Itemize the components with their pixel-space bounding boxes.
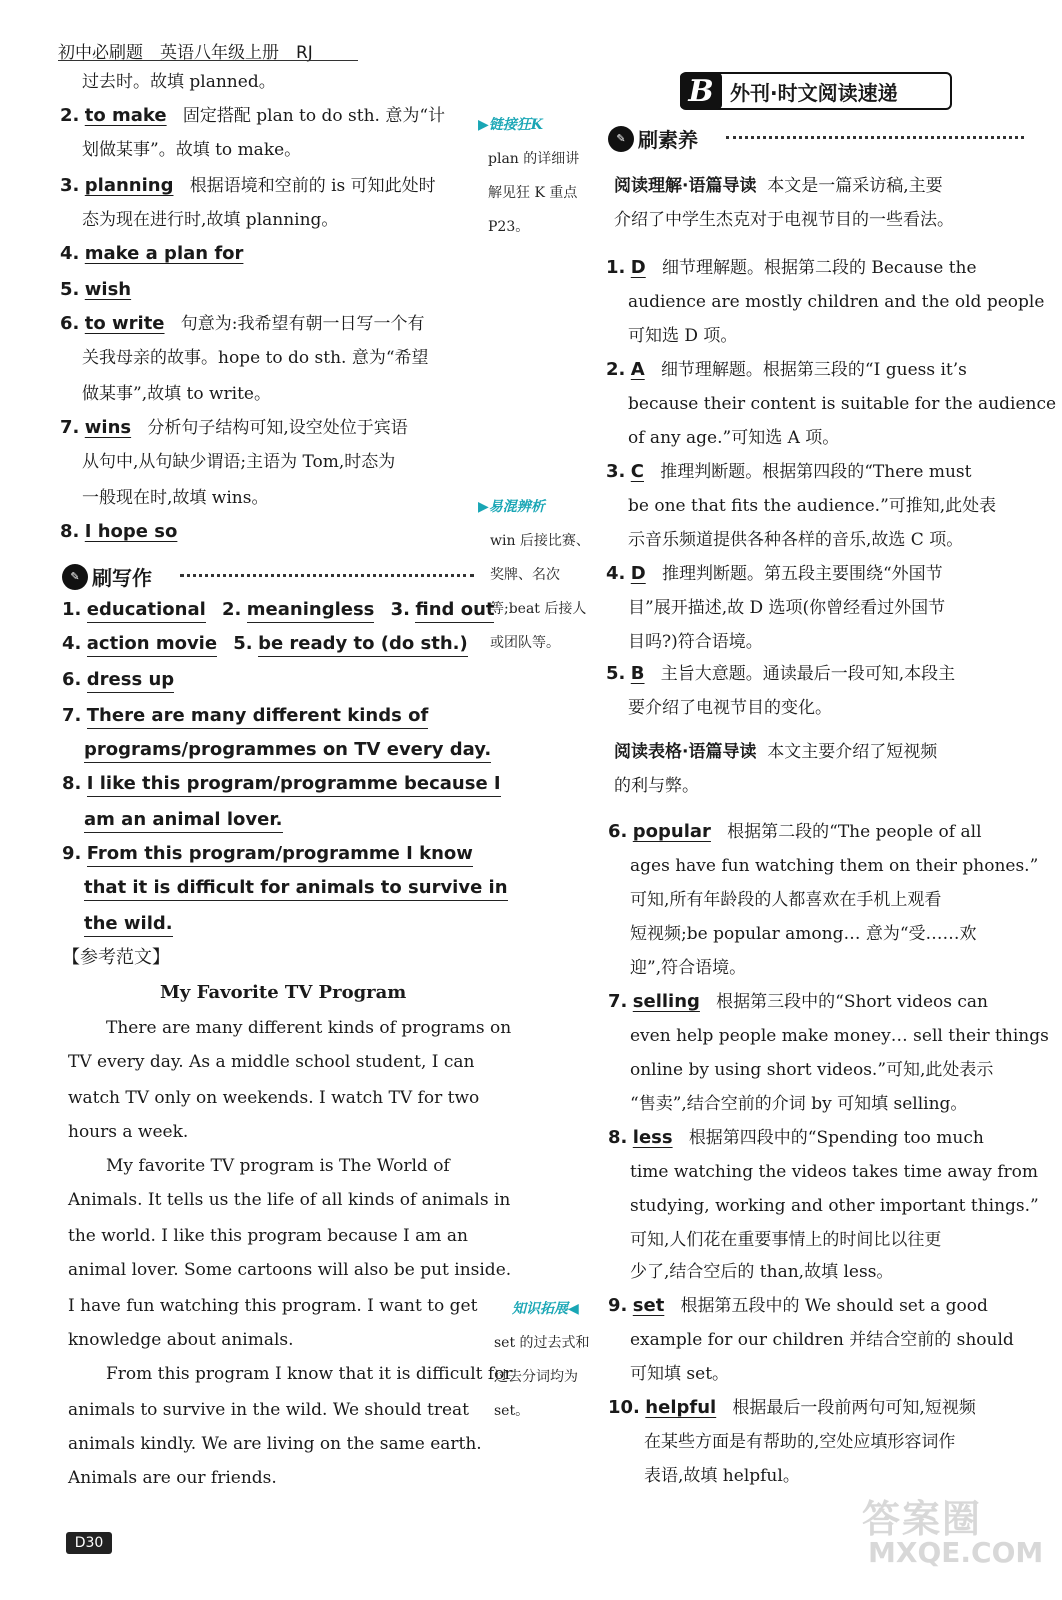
section-write-tag bbox=[62, 562, 152, 591]
answer-text: dress up bbox=[87, 670, 174, 693]
watermark-url: MXQE.COM bbox=[868, 1536, 1044, 1569]
explanation-text: example for our children 并结合空前的 should bbox=[630, 1330, 1014, 1350]
section-b-banner bbox=[680, 72, 952, 110]
explanation-text: 在某些方面是有帮助的,空处应填形容词作 bbox=[644, 1432, 956, 1452]
explanation-text: 根据第四段中的“Spending too much bbox=[688, 1128, 984, 1148]
text-line bbox=[628, 394, 1056, 414]
essay-line: There are many different kinds of programs on bbox=[106, 1018, 512, 1038]
text-line bbox=[606, 564, 943, 584]
explanation-text: 过去时。故填 planned。 bbox=[82, 72, 276, 92]
explanation-text: time watching the videos takes time away from bbox=[630, 1162, 1039, 1182]
item-number: 4. bbox=[60, 243, 80, 264]
text-line bbox=[644, 1466, 800, 1486]
text-line bbox=[606, 462, 971, 482]
essay-line: My favorite TV program is The World of bbox=[106, 1156, 450, 1176]
text-line bbox=[82, 140, 301, 160]
text-line bbox=[608, 1398, 976, 1418]
item-number: 6. bbox=[60, 313, 80, 334]
explanation-text: 根据第二段的“The people of all bbox=[727, 822, 982, 842]
answer-text: find out bbox=[415, 600, 494, 623]
text-line bbox=[606, 360, 967, 380]
item-number: 3. bbox=[606, 461, 626, 482]
item-number: 8. bbox=[60, 521, 80, 542]
text-line bbox=[628, 326, 737, 346]
item-number: 1. bbox=[606, 257, 626, 278]
item-number: 10. bbox=[608, 1397, 640, 1418]
text-line bbox=[82, 72, 276, 92]
answer-text: wish bbox=[84, 279, 132, 300]
text-line bbox=[630, 958, 746, 978]
item-number: 6. bbox=[62, 669, 82, 690]
item-number: 3. bbox=[390, 599, 410, 620]
text-line bbox=[60, 418, 408, 438]
answer-text: There are many different kinds of bbox=[87, 706, 429, 729]
answer-text: meaningless bbox=[247, 600, 375, 623]
explanation-text: 根据第三段中的“Short videos can bbox=[716, 992, 988, 1012]
explanation-text: 主旨大意题。通读最后一段可知,本段主 bbox=[660, 664, 956, 684]
item-number: 6. bbox=[608, 821, 628, 842]
explanation-text: 划做某事”。故填 to make。 bbox=[82, 140, 302, 160]
text-line bbox=[630, 924, 977, 944]
item-number: 2. bbox=[222, 599, 242, 620]
item-number: 7. bbox=[60, 417, 80, 438]
pen-icon: ✎ bbox=[608, 126, 634, 152]
answer-text: I like this program/programme because I bbox=[87, 774, 501, 797]
item-number: 9. bbox=[608, 1295, 628, 1316]
item-number: 7. bbox=[608, 991, 628, 1012]
text-line bbox=[644, 1432, 955, 1452]
intro1-line2: 介绍了中学生杰克对于电视节目的一些看法。 bbox=[614, 210, 954, 230]
answer-text: selling bbox=[632, 991, 700, 1012]
answer-text: the wild. bbox=[84, 914, 173, 937]
explanation-text: 短视频;be popular among… 意为“受……欢 bbox=[630, 924, 977, 944]
section-divider bbox=[180, 574, 474, 577]
text-line bbox=[628, 496, 996, 516]
write-line bbox=[62, 706, 428, 729]
section-divider bbox=[726, 136, 1024, 139]
item-number: 3. bbox=[60, 175, 80, 196]
item-number: 2. bbox=[606, 359, 626, 380]
explanation-text: 可知选 D 项。 bbox=[628, 326, 738, 346]
text-line bbox=[630, 1060, 993, 1080]
text-line bbox=[82, 210, 338, 230]
answer-text: C bbox=[630, 461, 644, 482]
essay-line: animals to survive in the wild. We should treat bbox=[68, 1400, 469, 1420]
text-line bbox=[606, 258, 977, 278]
note-confuse-body: win 后接比赛、奖牌、名次等;beat 后接人或团队等。 bbox=[490, 533, 590, 651]
note-confuse-head: ▶易混辨析 bbox=[478, 499, 545, 515]
explanation-text: 分析句子结构可知,设空处位于宾语 bbox=[147, 418, 408, 438]
page-number: D30 bbox=[66, 1532, 112, 1554]
essay-title: My Favorite TV Program bbox=[160, 982, 407, 1003]
text-line bbox=[60, 176, 436, 196]
text-line bbox=[630, 1026, 1049, 1046]
explanation-text: ages have fun watching them on their phones.” bbox=[630, 856, 1039, 876]
text-line bbox=[630, 1230, 941, 1250]
explanation-text: 表语,故填 helpful。 bbox=[644, 1466, 800, 1486]
answer-text: to make bbox=[84, 105, 167, 126]
essay-line: knowledge about animals. bbox=[68, 1330, 294, 1350]
answer-text: that it is difficult for animals to survive in bbox=[84, 878, 508, 901]
explanation-text: 关我母亲的故事。hope to do sth. 意为“希望 bbox=[82, 348, 429, 368]
text-line bbox=[606, 664, 955, 684]
essay-line: hours a week. bbox=[68, 1122, 189, 1142]
write-line bbox=[84, 810, 283, 833]
explanation-text: 根据第五段中的 We should set a good bbox=[680, 1296, 988, 1316]
answer-text: educational bbox=[87, 600, 206, 623]
explanation-text: 从句中,从句缺少谓语;主语为 Tom,时态为 bbox=[82, 452, 396, 472]
text-line bbox=[630, 1330, 1014, 1350]
write-line bbox=[62, 634, 468, 657]
explanation-text: 目”展开描述,故 D 选项(你曾经看过外国节 bbox=[628, 598, 946, 618]
explanation-text: 可知,所有年龄段的人都喜欢在手机上观看 bbox=[630, 890, 942, 910]
watermark: 答案圈 bbox=[862, 1497, 983, 1541]
text-line bbox=[60, 522, 177, 542]
item-number: 4. bbox=[606, 563, 626, 584]
write-line bbox=[62, 600, 494, 623]
essay-line: animals kindly. We are living on the same earth. bbox=[68, 1434, 482, 1454]
write-line bbox=[62, 844, 473, 867]
text-line bbox=[628, 698, 832, 718]
explanation-text: studying, working and other important things.” bbox=[630, 1196, 1039, 1216]
explanation-text: audience are mostly children and the old people bbox=[628, 292, 1045, 312]
text-line bbox=[608, 822, 982, 842]
note-extend-body: set 的过去式和过去分词均为 set。 bbox=[494, 1335, 590, 1419]
item-number: 8. bbox=[608, 1127, 628, 1148]
reference-label: 【参考范文】 bbox=[62, 947, 170, 968]
answer-text: From this program/programme I know bbox=[87, 844, 473, 867]
section-b-title: 外刊·时文阅读速递 bbox=[730, 80, 898, 105]
section-b-letter: B bbox=[680, 73, 722, 109]
answer-text: set bbox=[632, 1295, 665, 1316]
text-line bbox=[630, 1364, 729, 1384]
answer-text: helpful bbox=[645, 1397, 717, 1418]
running-header: 初中必刷题 英语八年级上册 RJ bbox=[58, 43, 313, 63]
text-line bbox=[60, 280, 131, 300]
section-literacy-tag bbox=[608, 124, 698, 153]
answer-text: be ready to (do sth.) bbox=[258, 634, 468, 657]
explanation-text: 示音乐频道提供各种各样的音乐,故选 C 项。 bbox=[628, 530, 964, 550]
item-number: 8. bbox=[62, 773, 82, 794]
note-link-body: plan 的详细讲解见狂 K 重点 P23。 bbox=[488, 151, 580, 235]
pen-icon: ✎ bbox=[62, 564, 88, 590]
answer-text: B bbox=[630, 663, 645, 684]
answer-text: popular bbox=[632, 821, 711, 842]
item-number: 5. bbox=[233, 633, 253, 654]
text-line bbox=[630, 856, 1038, 876]
explanation-text: 少了,结合空后的 than,故填 less。 bbox=[630, 1262, 894, 1282]
explanation-text: 迎”,符合语境。 bbox=[630, 958, 747, 978]
explanation-text: “售卖”,结合空前的介词 by 可知填 selling。 bbox=[630, 1094, 968, 1114]
intro2-line2: 的利与弊。 bbox=[614, 776, 699, 796]
explanation-text: online by using short videos.”可知,此处表示 bbox=[630, 1060, 994, 1080]
answer-text: D bbox=[630, 563, 646, 584]
essay-line: watch TV only on weekends. I watch TV for two bbox=[68, 1088, 480, 1108]
text-line bbox=[60, 106, 445, 126]
note-extend-head: 知识拓展◀ bbox=[512, 1301, 579, 1317]
note-link-head: ▶链接狂K bbox=[478, 117, 543, 133]
item-number: 7. bbox=[62, 705, 82, 726]
answer-text: D bbox=[630, 257, 646, 278]
explanation-text: 推理判断题。第五段主要围绕“外国节 bbox=[661, 564, 943, 584]
essay-line: I have fun watching this program. I want to get bbox=[68, 1296, 478, 1316]
text-line bbox=[630, 1196, 1039, 1216]
essay-line: Animals. It tells us the life of all kinds of animals in bbox=[68, 1190, 511, 1210]
write-line bbox=[62, 774, 501, 797]
text-line bbox=[82, 452, 395, 472]
explanation-text: 态为现在进行时,故填 planning。 bbox=[82, 210, 339, 230]
text-line bbox=[628, 530, 963, 550]
text-line bbox=[82, 384, 271, 404]
section-write-title: 刷写作 bbox=[92, 566, 152, 590]
header-rule bbox=[58, 60, 358, 61]
item-number: 9. bbox=[62, 843, 82, 864]
explanation-text: 细节理解题。根据第三段的“I guess it’s bbox=[660, 360, 967, 380]
answer-text: less bbox=[632, 1127, 673, 1148]
write-line bbox=[84, 914, 173, 937]
item-number: 4. bbox=[62, 633, 82, 654]
text-line bbox=[82, 348, 429, 368]
explanation-text: 根据语境和空前的 is 可知此处时 bbox=[189, 176, 436, 196]
write-line bbox=[84, 740, 491, 763]
text-line bbox=[628, 428, 839, 448]
text-line bbox=[82, 488, 268, 508]
explanation-text: because their content is suitable for the audience bbox=[628, 394, 1057, 414]
answer-text: planning bbox=[84, 175, 174, 196]
essay-line: From this program I know that it is difficult for bbox=[106, 1364, 513, 1384]
explanation-text: 固定搭配 plan to do sth. 意为“计 bbox=[182, 106, 446, 126]
explanation-text: 推理判断题。根据第四段的“There must bbox=[660, 462, 972, 482]
section-literacy-title: 刷素养 bbox=[638, 128, 698, 152]
item-number: 5. bbox=[606, 663, 626, 684]
write-line bbox=[84, 878, 508, 901]
text-line bbox=[608, 1128, 984, 1148]
explanation-text: 做某事”,故填 to write。 bbox=[82, 384, 271, 404]
answer-text: wins bbox=[84, 417, 132, 438]
intro2-line1: 阅读表格·语篇导读 本文主要介绍了短视频 bbox=[614, 742, 938, 762]
text-line bbox=[608, 1296, 988, 1316]
essay-line: TV every day. As a middle school student, I can bbox=[68, 1052, 475, 1072]
explanation-text: of any age.”可知选 A 项。 bbox=[628, 428, 840, 448]
text-line bbox=[630, 1262, 893, 1282]
text-line bbox=[60, 244, 243, 264]
answer-text: make a plan for bbox=[84, 243, 244, 264]
essay-line: Animals are our friends. bbox=[68, 1468, 277, 1488]
explanation-text: 可知,人们花在重要事情上的时间比以往更 bbox=[630, 1230, 942, 1250]
explanation-text: 句意为:我希望有朝一日写一个有 bbox=[180, 314, 425, 334]
text-line bbox=[628, 632, 763, 652]
text-line bbox=[628, 292, 1044, 312]
explanation-text: 要介绍了电视节目的变化。 bbox=[628, 698, 832, 718]
text-line bbox=[628, 598, 945, 618]
explanation-text: 可知填 set。 bbox=[630, 1364, 730, 1384]
answer-text: action movie bbox=[87, 634, 217, 657]
explanation-text: even help people make money… sell their things bbox=[630, 1026, 1049, 1046]
text-line bbox=[630, 1162, 1038, 1182]
answer-text: I hope so bbox=[84, 521, 178, 542]
text-line bbox=[630, 890, 941, 910]
explanation-text: be one that fits the audience.”可推知,此处表 bbox=[628, 496, 997, 516]
text-line bbox=[60, 314, 424, 334]
explanation-text: 根据最后一段前两句可知,短视频 bbox=[732, 1398, 976, 1418]
explanation-text: 目吗?)符合语境。 bbox=[628, 632, 763, 652]
text-line bbox=[608, 992, 988, 1012]
write-line bbox=[62, 670, 174, 693]
text-line bbox=[630, 1094, 967, 1114]
answer-text: A bbox=[630, 359, 645, 380]
answer-text: programs/programmes on TV every day. bbox=[84, 740, 491, 763]
explanation-text: 一般现在时,故填 wins。 bbox=[82, 488, 269, 508]
answer-text: am an animal lover. bbox=[84, 810, 283, 833]
essay-line: animal lover. Some cartoons will also be put inside. bbox=[68, 1260, 512, 1280]
intro1-line1: 阅读理解·语篇导读 本文是一篇采访稿,主要 bbox=[614, 176, 943, 196]
answer-text: to write bbox=[84, 313, 165, 334]
explanation-text: 细节理解题。根据第二段的 Because the bbox=[661, 258, 977, 278]
item-number: 2. bbox=[60, 105, 80, 126]
essay-line: the world. I like this program because I am an bbox=[68, 1226, 468, 1246]
item-number: 5. bbox=[60, 279, 80, 300]
item-number: 1. bbox=[62, 599, 82, 620]
